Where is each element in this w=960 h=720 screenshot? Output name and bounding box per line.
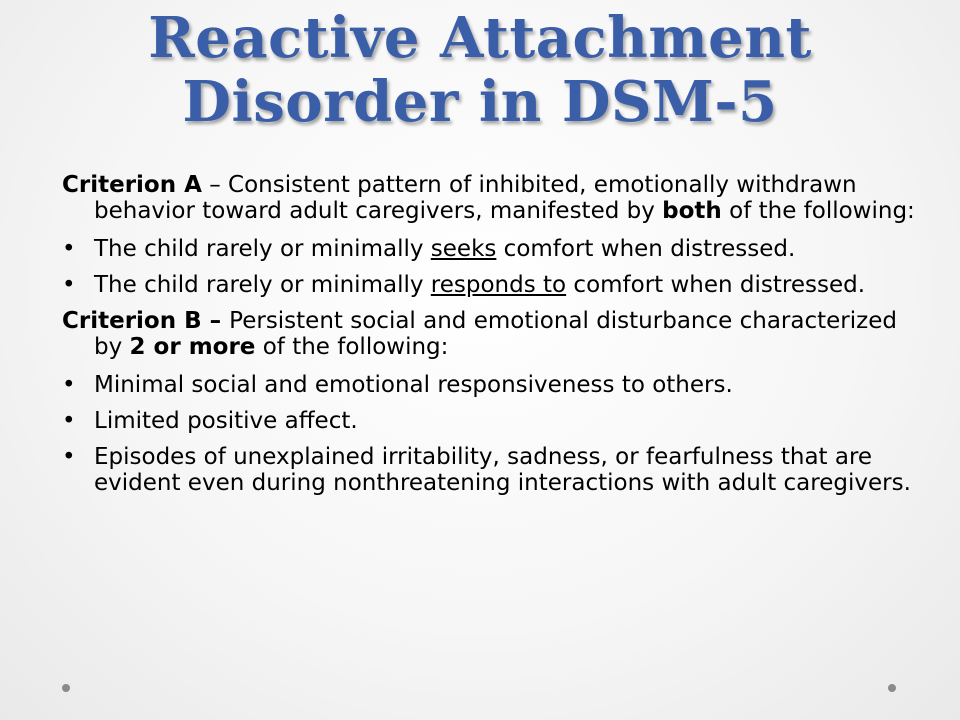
bullet-a2	[62, 272, 922, 298]
bullet-a1	[62, 236, 922, 262]
bullet-a1-pre: The child rarely or minimally	[94, 236, 431, 262]
criterion-b-label: Criterion B –	[62, 308, 230, 334]
decorative-dot-right	[888, 684, 896, 692]
bullet-dot: •	[62, 444, 76, 470]
bullet-a2-underlined: responds to	[430, 272, 567, 298]
title-line-1: Reactive Attachment	[148, 5, 812, 71]
bullet-a2-pre: The child rarely or minimally	[94, 272, 431, 298]
bullet-b1	[62, 372, 922, 398]
bullet-b3-text: Episodes of unexplained irritability, sadness, or fearfulness that are evident even during nonthreatening interactions with adult caregivers.	[94, 444, 911, 496]
bullet-b2	[62, 408, 922, 434]
bullet-a1-underlined: seeks	[430, 236, 497, 262]
criterion-b-bold: 2 or more	[129, 334, 256, 360]
bullet-dot: •	[62, 236, 76, 262]
criterion-a-text1: – Consistent pattern of inhibited, emotionally withdrawn behavior toward adult caregivers, manifested by	[94, 172, 857, 224]
bullet-dot: •	[62, 372, 76, 398]
bullet-a1-post: comfort when distressed.	[496, 236, 796, 262]
bullet-dot: •	[62, 272, 76, 298]
criterion-b	[62, 308, 922, 360]
slide-body	[62, 172, 922, 506]
bullet-b3	[62, 444, 922, 496]
title-line-2: Disorder in DSM-5	[182, 69, 778, 135]
criterion-b-text1: Persistent social and emotional disturbance characterized by	[94, 308, 897, 360]
criterion-a-text2: of the following:	[721, 198, 915, 224]
bullet-b1-text: Minimal social and emotional responsiveness to others.	[94, 372, 733, 398]
decorative-dot-left	[62, 684, 70, 692]
criterion-b-text2: of the following:	[255, 334, 449, 360]
criterion-a	[62, 172, 922, 224]
bullet-dot: •	[62, 408, 76, 434]
bullet-a2-post: comfort when distressed.	[566, 272, 866, 298]
criterion-a-label: Criterion A	[62, 172, 202, 198]
criterion-a-bold: both	[662, 198, 722, 224]
bullet-b2-text: Limited positive affect.	[94, 408, 358, 434]
slide-title	[0, 6, 960, 134]
